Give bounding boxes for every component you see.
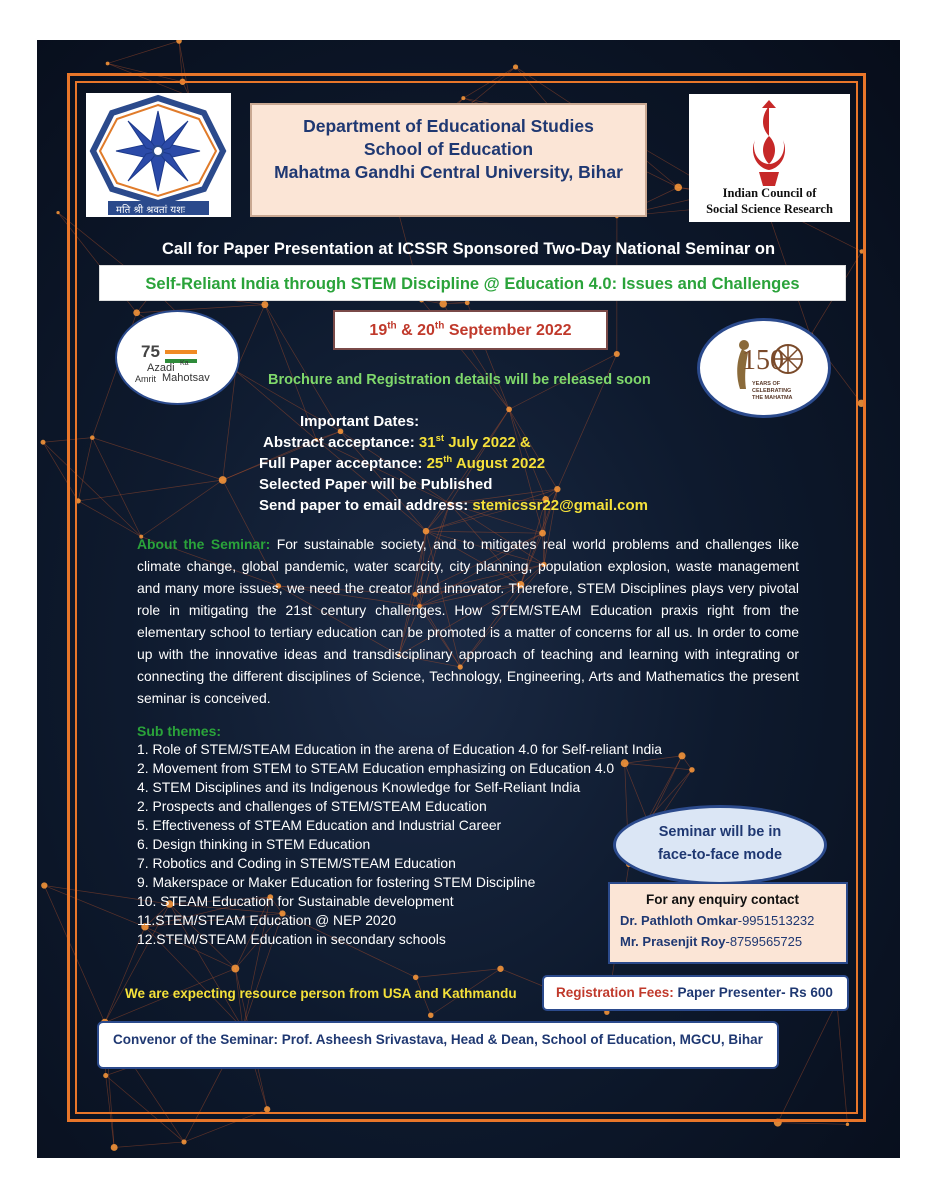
- about-text: For sustainable society, and to mitigates real world problems and challenges like climate change, global pandemic, water scarcity, city planning, population explosion, waste management and many more issues, we need the creator and innovator. Therefore, STEM Disciplines plays very pivotal role in mitigating the 21st century challenges. How STEM/STEAM Education praxis right from the elementary school to tertiary education can be promoted is a matter of concerns for all us. In order to come up with the innovative ideas and transdisciplinary approach of teaching and learning with integrating or connecting the different disciplines of Science, Technology, Engineering, Arts and Mathematics the present seminar is conceived.: [137, 536, 800, 706]
- subtheme-item: 1. Role of STEM/STEAM Education in the arena of Education 4.0 for Self-reliant India: [137, 741, 663, 757]
- network-node: [176, 40, 182, 44]
- subtheme-item: 4. STEM Disciplines and its Indigenous Knowledge for Self-Reliant India: [137, 779, 581, 795]
- subtheme-item: 10. STEAM Education for Sustainable development: [137, 893, 454, 909]
- header-school: School of Education: [363, 139, 534, 159]
- poster: [37, 40, 900, 1158]
- subtheme-item: 9. Makerspace or Maker Education for fostering STEM Discipline: [137, 874, 536, 890]
- network-node: [56, 211, 59, 214]
- date-sup1: th: [387, 320, 397, 332]
- network-node: [111, 1144, 118, 1151]
- icssr-line2: Social Science Research: [706, 202, 833, 216]
- abstract-label: Abstract acceptance:: [263, 434, 419, 451]
- subtheme-item: 2. Movement from STEM to STEAM Education emphasizing on Education 4.0: [137, 760, 615, 776]
- azadi-number: 75: [141, 342, 160, 361]
- network-line: [114, 1142, 184, 1148]
- icssr-line1: Indian Council of: [722, 186, 817, 200]
- full-paper-acceptance: [259, 455, 545, 472]
- abstract-month: July 2022 &: [444, 434, 531, 451]
- header-department: Department of Educational Studies: [303, 116, 594, 136]
- enquiry-title: For any enquiry contact: [646, 892, 800, 907]
- header-box: [250, 103, 647, 217]
- date-month-year: September 2022: [444, 322, 572, 339]
- subtheme-item: 11.STEM/STEAM Education @ NEP 2020: [137, 912, 397, 928]
- fees-value: Paper Presenter- Rs 600: [673, 985, 833, 1000]
- gandhi-150-logo: [697, 318, 831, 418]
- date-day2: & 20: [396, 322, 435, 339]
- about-label: About the Seminar:: [137, 536, 271, 552]
- network-line: [778, 1123, 848, 1125]
- abstract-acceptance: [263, 434, 531, 451]
- ka-word: Ka: [180, 360, 189, 367]
- full-label: Full Paper acceptance:: [259, 455, 427, 472]
- convenor-box: Convenor of the Seminar: Prof. Asheesh Srivastava, Head & Dean, School of Education, MGCU, Bihar: [97, 1021, 779, 1069]
- contact-2-name: Mr. Prasenjit Roy: [620, 934, 726, 949]
- seminar-mode-oval: [613, 805, 827, 885]
- subtheme-item: 12.STEM/STEAM Education in secondary schools: [137, 931, 446, 947]
- enquiry-contact-box: [608, 882, 848, 964]
- contact-1: [620, 913, 814, 928]
- abstract-day: 31: [418, 434, 436, 451]
- contact-1-name: Dr. Pathloth Omkar: [620, 913, 738, 928]
- amrit-word: Amrit: [135, 374, 156, 384]
- contact-2-phone: -8759565725: [725, 934, 803, 949]
- mode-line2: face-to-face mode: [657, 847, 783, 863]
- subtheme-item: 7. Robotics and Coding in STEM/STEAM Education: [137, 855, 456, 871]
- registration-fees: [542, 975, 849, 1011]
- gandhi-line2: CELEBRATING: [752, 388, 792, 394]
- subtheme-item: 6. Design thinking in STEM Education: [137, 836, 371, 852]
- network-node: [41, 440, 46, 445]
- full-day: 25: [426, 455, 444, 472]
- contact-2: [620, 934, 802, 949]
- contact-1-phone: -9951513232: [737, 913, 815, 928]
- gandhi-number: 150: [742, 345, 784, 376]
- fees-label: Registration Fees:: [556, 985, 674, 1000]
- send-label: Send paper to email address:: [259, 497, 473, 514]
- abstract-sup: st: [435, 433, 445, 444]
- network-node: [846, 1123, 849, 1126]
- call-for-paper-line: Call for Paper Presentation at ICSSR Sponsored Two-Day National Seminar on: [161, 240, 776, 258]
- network-node: [513, 64, 518, 69]
- email-address[interactable]: stemicssr22@gmail.com: [472, 497, 648, 514]
- network-node: [41, 882, 47, 888]
- resource-person-note: We are expecting resource person from USA and Kathmandu: [125, 986, 517, 1001]
- subtheme-item: 2. Prospects and challenges of STEM/STEAM Education: [137, 798, 487, 814]
- important-dates-title: Important Dates:: [300, 413, 420, 430]
- selected-paper-published: Selected Paper will be Published: [259, 476, 493, 493]
- icssr-logo: [689, 94, 850, 222]
- gandhi-line1: YEARS OF: [752, 381, 781, 387]
- subtheme-item: 5. Effectiveness of STEAM Education and Industrial Career: [137, 817, 502, 833]
- network-line: [108, 41, 179, 63]
- seminar-dates: [333, 310, 608, 350]
- about-seminar: [137, 533, 799, 709]
- azadi-word: Azadi: [147, 362, 175, 374]
- mode-line1: Seminar will be in: [658, 824, 782, 840]
- subthemes-title: Sub themes:: [137, 723, 222, 739]
- mgcu-logo: [86, 93, 231, 217]
- mgcu-logo-icon: [86, 93, 231, 217]
- network-node: [181, 1139, 186, 1144]
- header-university: Mahatma Gandhi Central University, Bihar: [274, 162, 623, 182]
- send-paper-line: [259, 497, 648, 514]
- full-sup: th: [443, 454, 453, 465]
- mahotsav-word: Mahotsav: [162, 372, 210, 384]
- date-day1: 19: [369, 322, 388, 339]
- mgcu-motto: मति श्री श्रवतां यशः: [116, 205, 186, 216]
- date-sup2: th: [434, 320, 445, 332]
- brochure-notice: Brochure and Registration details will be released soon: [268, 372, 651, 388]
- gandhi-line3: THE MAHATMA: [752, 395, 793, 401]
- full-month: August 2022: [452, 455, 546, 472]
- azadi-logo: [115, 310, 240, 405]
- seminar-theme: Self-Reliant India through STEM Discipline @ Education 4.0: Issues and Challenges: [99, 265, 846, 301]
- network-node: [106, 62, 110, 66]
